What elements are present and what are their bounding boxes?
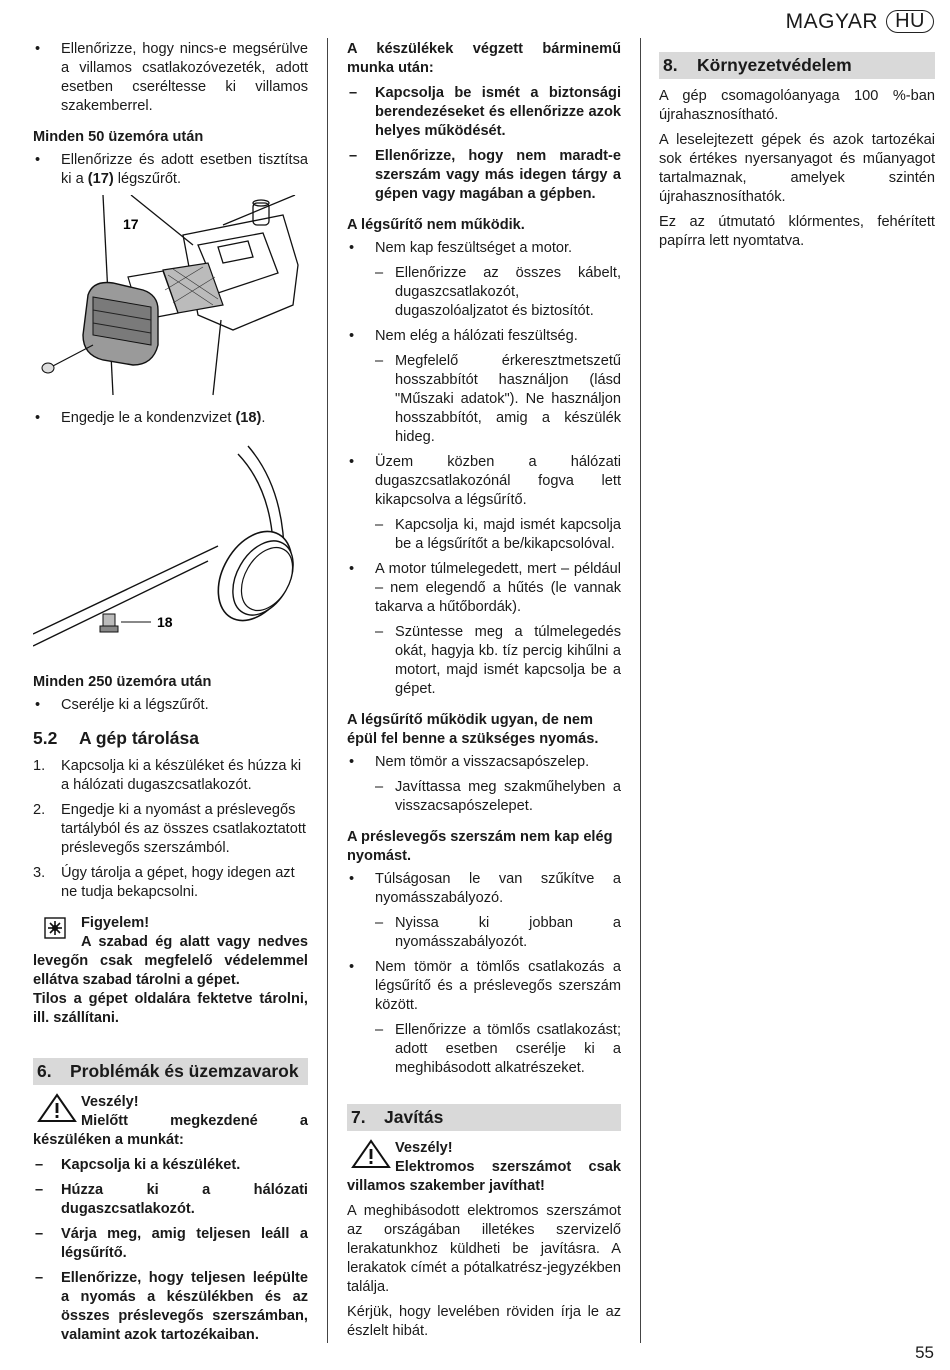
trouble-heading: A légsűrítő működik ugyan, de nem épül fel benne a szükséges nyomás. bbox=[347, 712, 599, 747]
trouble-remedy: – Megfelelő érkeresztmetszetű hosszabbítót használjon (lásd "Műszaki adatok"). Ne használjon hosszabbítót, amig a készülék hideg. bbox=[347, 352, 621, 447]
environment-paragraph-3: Ez az útmutató klórmentes, fehérített papírra lett nyomtatva. bbox=[659, 214, 935, 249]
section-8-heading bbox=[659, 52, 935, 79]
figure-label-18: 18 bbox=[157, 614, 173, 630]
caution-text-1: A szabad ég alatt vagy nedves levegőn csak megfelelő védelemmel ellátva szabad tárolni a gépet. bbox=[33, 934, 308, 988]
figure-label-17: 17 bbox=[123, 216, 139, 232]
section-5-2-title: A gép tárolása bbox=[79, 728, 199, 748]
after-work-step: – Kapcsolja be ismét a biztonsági berendezéseket és ellenőrizze azok helyes működését. bbox=[347, 84, 621, 141]
trouble-cause: • Nem tömör a visszacsapószelep. bbox=[347, 753, 621, 772]
trouble-remedy: – Ellenőrizze a tömlős csatlakozást; adott esetben cserélje ki a meghibásodott alkatrészeket. bbox=[347, 1021, 621, 1078]
trouble-remedy: – Kapcsolja ki, majd ismét kapcsolja be a légsűrítőt a be/kikapcsolóval. bbox=[347, 516, 621, 554]
danger-step: – Várja meg, amig teljesen leáll a légsűrítő. bbox=[33, 1225, 308, 1263]
section-7-number: 7. bbox=[351, 1107, 366, 1127]
caution-icon bbox=[44, 917, 66, 939]
environment-paragraph-1: A gép csomagolóanyaga 100 %-ban újrahasznosítható. bbox=[659, 88, 935, 123]
column-divider-2 bbox=[640, 38, 641, 1343]
trouble-heading: A préslevegős szerszám nem kap elég nyomást. bbox=[347, 829, 613, 864]
trouble-cause: • Nem kap feszültséget a motor. bbox=[347, 239, 621, 258]
section-6-title: Problémák és üzemzavarok bbox=[70, 1061, 299, 1081]
column-1 bbox=[33, 40, 308, 1351]
storage-step: 1. Kapcsolja ki a készüléket és húzza ki a hálózati dugaszcsatlakozót. bbox=[33, 758, 302, 793]
column-divider-1 bbox=[327, 38, 328, 1343]
warning-triangle-icon bbox=[351, 1139, 391, 1169]
every-250-hours-heading: Minden 250 üzemóra után bbox=[33, 674, 212, 690]
danger-title: Veszély! bbox=[81, 1094, 139, 1110]
condensate-text-pre: Engedje le a kondenzvizet bbox=[61, 410, 236, 426]
danger-text: Mielőtt megkezdené a készüléken a munkát: bbox=[33, 1113, 308, 1148]
language-label: MAGYAR bbox=[785, 10, 879, 33]
storage-step: 2. Engedje ki a nyomást a préslevegős tartályból és az összes csatlakoztatott préslevegős szerszámból. bbox=[33, 802, 306, 856]
page-header bbox=[786, 10, 934, 33]
air-filter-illustration bbox=[33, 195, 308, 405]
bullet-drain-condensate bbox=[33, 409, 308, 428]
language-code-badge: HU bbox=[886, 10, 934, 33]
repair-danger-block bbox=[347, 1139, 621, 1196]
screw bbox=[42, 345, 93, 373]
trouble-heading: A légsűrítő nem működik. bbox=[347, 217, 525, 233]
trouble-remedy: – Ellenőrizze az összes kábelt, dugaszcsatlakozót, dugaszolóaljzatot és biztosítót. bbox=[347, 264, 621, 321]
drain-valve bbox=[100, 614, 151, 632]
caution-block bbox=[33, 914, 308, 1028]
danger-block bbox=[33, 1093, 308, 1150]
trouble-cause: • A motor túlmelegedett, mert – például – nem elegendő a hűtés (le vannak takarva a hűtőbordák). bbox=[347, 560, 621, 617]
bullet-replace-filter: • Cserélje ki a légszűrőt. bbox=[33, 696, 308, 715]
trouble-remedy: – Nyissa ki jobban a nyomásszabályozót. bbox=[347, 914, 621, 952]
column-2 bbox=[347, 40, 621, 1347]
danger-step: – Ellenőrizze, hogy teljesen leépülte a nyomás a készülékben és az összes préslevegős szerszámban, valamint azok tartozékaiban. bbox=[33, 1269, 308, 1345]
storage-step: 3. Úgy tárolja a gépet, hogy idegen azt ne tudja bekapcsolni. bbox=[33, 865, 295, 900]
section-6-number: 6. bbox=[37, 1061, 52, 1081]
page-number: 55 bbox=[915, 1343, 934, 1362]
section-8-number: 8. bbox=[663, 55, 678, 75]
condensate-text-post: . bbox=[261, 410, 266, 426]
trouble-remedy: – Szüntesse meg a túlmelegedés okát, hagyja kb. tíz percig kihűlni a motort, majd ismét kapcsolja be a gépet. bbox=[347, 623, 621, 699]
column-3 bbox=[659, 52, 935, 257]
repair-danger-title: Veszély! bbox=[395, 1140, 453, 1156]
filter-text-pre: Ellenőrizze és adott esetben tisztítsa ki a bbox=[61, 152, 308, 187]
filter-ref: (17) bbox=[87, 171, 114, 187]
condensate-drain-illustration bbox=[33, 436, 308, 661]
caution-text-2: Tilos a gépet oldalára fektetve tárolni, ill. szállítani. bbox=[33, 991, 308, 1026]
environment-paragraph-2: A leselejtezett gépek és azok tartozékai sok értékes nyersanyagot és műanyagot tartalmaznak, amelyek szintén újrahasznosíthatók. bbox=[659, 132, 935, 205]
danger-step: – Kapcsolja ki a készüléket. bbox=[33, 1156, 308, 1175]
repair-paragraph-2: Kérjük, hogy levelében röviden írja le az észlelt hibát. bbox=[347, 1304, 621, 1339]
section-7-heading bbox=[347, 1104, 621, 1131]
caution-title: Figyelem! bbox=[81, 915, 150, 931]
repair-danger-text: Elektromos szerszámot csak villamos szakember javíthat! bbox=[347, 1159, 621, 1194]
repair-paragraph-1: A meghibásodott elektromos szerszámot az országában illetékes szervizelő lerakatunkhoz küldheti be javításra. A lerakatok címét a pótalkatrész-jegyzékben találja. bbox=[347, 1203, 621, 1295]
filter-text-post: légszűrőt. bbox=[113, 171, 182, 187]
danger-step: – Húzza ki a hálózati dugaszcsatlakozót. bbox=[33, 1181, 308, 1219]
condensate-ref-number: (18) bbox=[235, 410, 262, 426]
trouble-cause: • Nem elég a hálózati feszültség. bbox=[347, 327, 621, 346]
every-50-hours-heading: Minden 50 üzemóra után bbox=[33, 129, 204, 145]
section-6-heading bbox=[33, 1058, 308, 1085]
warning-triangle-icon bbox=[37, 1093, 77, 1123]
after-work-step: – Ellenőrizze, hogy nem maradt-e szerszám vagy más idegen tárgy a gépen vagy magában a gépben. bbox=[347, 147, 621, 204]
wheel bbox=[203, 518, 306, 633]
filter-cover bbox=[83, 283, 158, 366]
bullet-clean-filter bbox=[33, 151, 308, 189]
trouble-remedy: – Javíttassa meg szakműhelyben a visszacsapószelepet. bbox=[347, 778, 621, 816]
trouble-cause: • Túlságosan le van szűkítve a nyomásszabályozó. bbox=[347, 870, 621, 908]
section-5-2-number: 5.2 bbox=[33, 728, 58, 748]
section-8-title: Környezetvédelem bbox=[697, 55, 852, 75]
bullet-check-cable: • Ellenőrizze, hogy nincs-e megsérülve a villamos csatlakozóvezeték, adott esetben cseréltesse ki villamos szakemberrel. bbox=[33, 40, 308, 116]
trouble-cause: • Üzem közben a hálózati dugaszcsatlakozónál fogva lett kikapcsolva a légsűrítő. bbox=[347, 453, 621, 510]
section-5-2-heading bbox=[33, 727, 308, 749]
section-7-title: Javítás bbox=[384, 1107, 444, 1127]
trouble-cause: • Nem tömör a tömlős csatlakozás a légsűrítő és a préslevegős szerszám között. bbox=[347, 958, 621, 1015]
after-work-heading: A készülékek végzett bárminemű munka után: bbox=[347, 41, 621, 76]
